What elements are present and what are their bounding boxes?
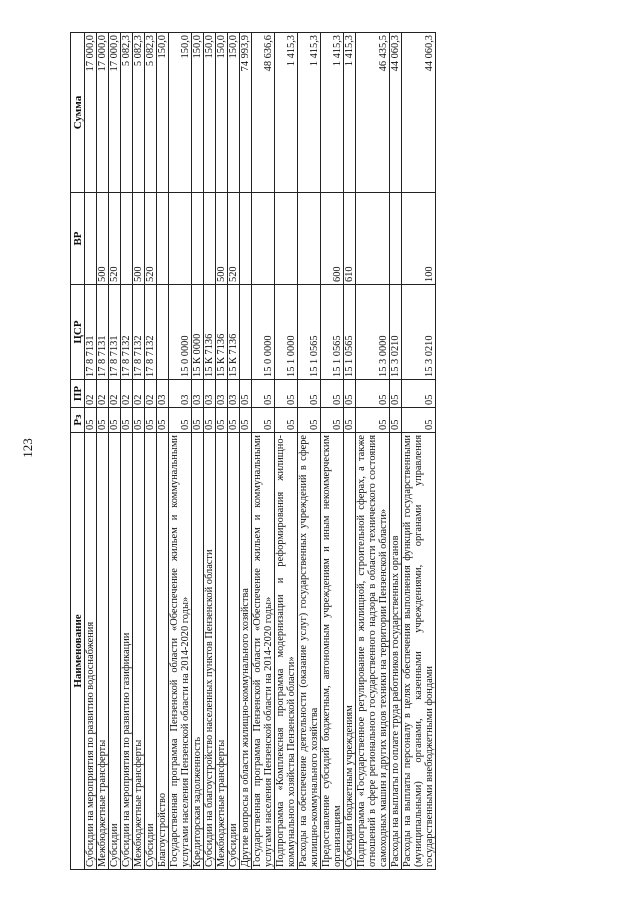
cell-vr: 520	[145, 193, 157, 285]
cell-vr	[240, 193, 252, 285]
table-row	[145, 33, 157, 870]
cell-rz: 05	[344, 408, 356, 433]
table-row	[157, 33, 169, 870]
cell-vr	[298, 193, 321, 285]
cell-csr: 15 3 0210	[390, 285, 402, 380]
cell-name: Другие вопросы в области жилищно-коммунального хозяйства	[240, 433, 252, 870]
cell-csr: 17 8 7131	[85, 285, 97, 380]
cell-rz: 05	[169, 408, 192, 433]
cell-sum: 17 000,0	[85, 33, 97, 193]
cell-rz: 05	[204, 408, 216, 433]
cell-pr: 03	[216, 380, 228, 408]
cell-name: Благоустройство	[157, 433, 169, 870]
cell-name: Субсидии бюджетным учреждениям	[344, 433, 356, 870]
cell-name: Субсидии на мероприятия по развитию водоснабжения	[85, 433, 97, 870]
cell-pr: 03	[204, 380, 216, 408]
cell-pr: 02	[85, 380, 97, 408]
cell-vr: 500	[97, 193, 109, 285]
table-row	[216, 33, 228, 870]
table-row	[109, 33, 121, 870]
cell-sum: 1 415,3	[344, 33, 356, 193]
cell-sum: 46 435,5	[356, 33, 390, 193]
cell-rz: 05	[402, 408, 436, 433]
cell-name: Субсидии	[228, 433, 240, 870]
table-row	[356, 33, 390, 870]
cell-name: Предоставление субсидий бюджетным, автономным учреждениям и иным некоммерческим организациям	[321, 433, 344, 870]
cell-pr: 03	[228, 380, 240, 408]
table-row	[228, 33, 240, 870]
cell-rz: 05	[298, 408, 321, 433]
cell-sum: 150,0	[157, 33, 169, 193]
cell-name: Субсидии на мероприятия по развитию газификации	[121, 433, 133, 870]
table-row	[121, 33, 133, 870]
cell-vr: 520	[109, 193, 121, 285]
cell-vr	[157, 193, 169, 285]
cell-sum: 150,0	[204, 33, 216, 193]
table-row	[204, 33, 216, 870]
cell-vr	[85, 193, 97, 285]
table-row	[344, 33, 356, 870]
table-row	[298, 33, 321, 870]
cell-pr: 05	[298, 380, 321, 408]
cell-sum: 5 082,3	[145, 33, 157, 193]
cell-rz: 05	[240, 408, 252, 433]
cell-name: Расходы на обеспечение деятельности (оказание услуг) государственных учреждений в сфере жилищно-коммунального хозяйства	[298, 433, 321, 870]
cell-name: Субсидии	[145, 433, 157, 870]
cell-pr: 05	[275, 380, 298, 408]
page-number: 123	[20, 438, 35, 458]
cell-pr: 02	[133, 380, 145, 408]
cell-pr: 05	[356, 380, 390, 408]
cell-pr: 03	[157, 380, 169, 408]
cell-vr	[192, 193, 204, 285]
cell-rz: 05	[133, 408, 145, 433]
cell-sum: 150,0	[216, 33, 228, 193]
cell-pr: 05	[240, 380, 252, 408]
table-row	[133, 33, 145, 870]
cell-pr: 05	[321, 380, 344, 408]
cell-sum: 17 000,0	[97, 33, 109, 193]
cell-pr: 03	[192, 380, 204, 408]
cell-csr: 15 1 0565	[321, 285, 344, 380]
cell-rz: 05	[321, 408, 344, 433]
table-row	[97, 33, 109, 870]
cell-sum: 5 082,3	[121, 33, 133, 193]
cell-vr: 500	[216, 193, 228, 285]
cell-rz: 05	[85, 408, 97, 433]
cell-csr: 15 3 0000	[356, 285, 390, 380]
cell-pr: 05	[344, 380, 356, 408]
cell-csr: 15 0 0000	[252, 285, 275, 380]
cell-sum: 150,0	[169, 33, 192, 193]
header-rz: Рз	[71, 408, 85, 433]
table-row	[275, 33, 298, 870]
cell-csr: 15 К 7136	[216, 285, 228, 380]
cell-pr: 02	[145, 380, 157, 408]
cell-name: Межбюджетные трансферты	[97, 433, 109, 870]
cell-pr: 05	[252, 380, 275, 408]
cell-name: Субсидии на благоустройство населенных пунктов Пензенской области	[204, 433, 216, 870]
cell-rz: 05	[97, 408, 109, 433]
cell-sum: 48 636,6	[252, 33, 275, 193]
cell-vr	[275, 193, 298, 285]
cell-pr: 05	[390, 380, 402, 408]
cell-vr: 520	[228, 193, 240, 285]
table-row	[402, 33, 436, 870]
header-vr: ВР	[71, 193, 85, 285]
cell-csr: 15 1 0000	[275, 285, 298, 380]
table-row	[390, 33, 402, 870]
cell-csr	[240, 285, 252, 380]
cell-vr: 500	[133, 193, 145, 285]
cell-vr	[252, 193, 275, 285]
cell-rz: 05	[390, 408, 402, 433]
cell-sum: 17 000,0	[109, 33, 121, 193]
budget-table-container	[70, 33, 578, 870]
cell-rz: 05	[252, 408, 275, 433]
cell-vr: 610	[344, 193, 356, 285]
cell-pr: 05	[402, 380, 436, 408]
cell-sum: 150,0	[228, 33, 240, 193]
header-pr: ПР	[71, 380, 85, 408]
table-body	[85, 33, 436, 870]
header-csr: ЦСР	[71, 285, 85, 380]
cell-vr: 600	[321, 193, 344, 285]
cell-name: Расходы на выплаты по оплате труда работников государственных органов	[390, 433, 402, 870]
cell-rz: 05	[109, 408, 121, 433]
cell-vr: 100	[402, 193, 436, 285]
cell-rz: 05	[275, 408, 298, 433]
cell-rz: 05	[157, 408, 169, 433]
header-sum: Сумма	[71, 33, 85, 193]
cell-rz: 05	[121, 408, 133, 433]
table-row	[85, 33, 97, 870]
header-name: Наименование	[71, 433, 85, 870]
cell-csr: 15 К 0000	[192, 285, 204, 380]
cell-csr: 15 К 7136	[204, 285, 216, 380]
cell-vr	[121, 193, 133, 285]
table-row	[252, 33, 275, 870]
cell-csr: 15 0 0000	[169, 285, 192, 380]
cell-rz: 05	[216, 408, 228, 433]
cell-name: Государственная программа Пензенской области «Обеспечение жильем и коммунальными услугами населения Пензенской области на 2014-2020 годы»	[252, 433, 275, 870]
cell-pr: 02	[97, 380, 109, 408]
cell-name: Государственная программа Пензенской области «Обеспечение жильем и коммунальными услугами населения Пензенской области на 2014-2020 годы»	[169, 433, 192, 870]
cell-csr: 17 8 7131	[109, 285, 121, 380]
budget-table	[70, 32, 436, 870]
cell-csr	[157, 285, 169, 380]
cell-vr	[204, 193, 216, 285]
cell-csr: 15 К 7136	[228, 285, 240, 380]
cell-rz: 05	[192, 408, 204, 433]
cell-pr: 03	[169, 380, 192, 408]
cell-rz: 05	[228, 408, 240, 433]
cell-pr: 02	[109, 380, 121, 408]
cell-sum: 1 415,3	[298, 33, 321, 193]
cell-sum: 1 415,3	[321, 33, 344, 193]
cell-name: Межбюджетные трансферты	[216, 433, 228, 870]
cell-csr: 17 8 7131	[97, 285, 109, 380]
cell-csr: 15 3 0210	[402, 285, 436, 380]
cell-name: Подпрограмма «Комплексная программа модернизации и реформирования жилищно-коммунального хозяйства Пензенской области»	[275, 433, 298, 870]
cell-vr	[169, 193, 192, 285]
cell-sum: 5 082,3	[133, 33, 145, 193]
cell-name: Расходы на выплаты персоналу в целях обеспечения выполнения функций государственными (муниципальными) органами, казенными учреждениями, органами управления государственными внебюджетными фондами	[402, 433, 436, 870]
cell-vr	[390, 193, 402, 285]
cell-rz: 05	[356, 408, 390, 433]
cell-csr: 17 8 7132	[145, 285, 157, 380]
cell-name: Подпрограмма «Государственное регулирование в жилищной, строительной сферах, а также отношений в сфере регионального государственного надзора в области технического состояния самоходных машин и других видов техники на территории Пензенской области»	[356, 433, 390, 870]
table-row	[240, 33, 252, 870]
cell-name: Межбюджетные трансферты	[133, 433, 145, 870]
cell-csr: 17 8 7132	[121, 285, 133, 380]
cell-rz: 05	[145, 408, 157, 433]
table-row	[321, 33, 344, 870]
cell-sum: 1 415,3	[275, 33, 298, 193]
cell-csr: 15 1 0565	[344, 285, 356, 380]
table-row	[169, 33, 192, 870]
cell-sum: 44 060,3	[402, 33, 436, 193]
table-header-row	[71, 33, 85, 870]
cell-vr	[356, 193, 390, 285]
cell-sum: 150,0	[192, 33, 204, 193]
table-row	[192, 33, 204, 870]
cell-name: Кредиторская задолженность	[192, 433, 204, 870]
cell-name: Субсидии	[109, 433, 121, 870]
cell-csr: 17 8 7132	[133, 285, 145, 380]
cell-csr: 15 1 0565	[298, 285, 321, 380]
cell-sum: 74 993,9	[240, 33, 252, 193]
cell-pr: 02	[121, 380, 133, 408]
cell-sum: 44 060,3	[390, 33, 402, 193]
